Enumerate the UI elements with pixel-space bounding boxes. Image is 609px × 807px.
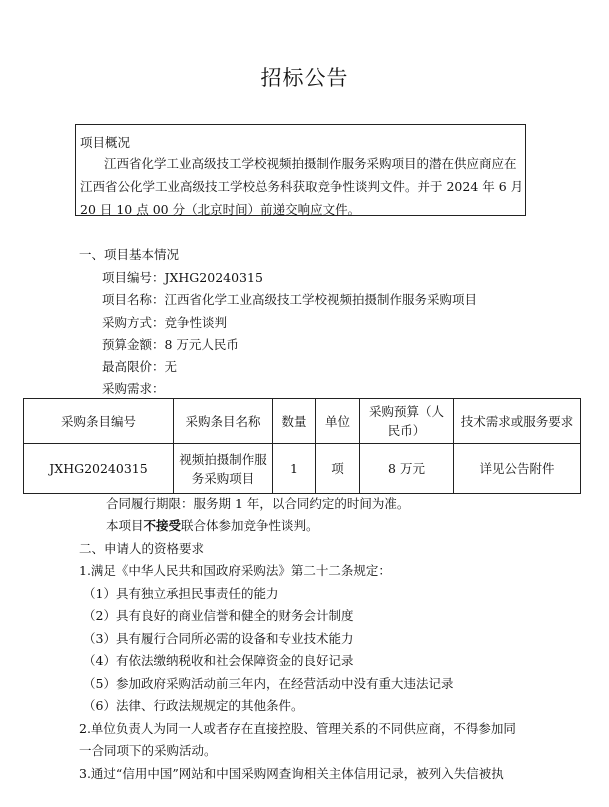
qualification-item: （3）具有履行合同所必需的设备和专业技术能力 — [83, 631, 354, 646]
procurement-method: 采购方式：竞争性谈判 — [102, 315, 228, 330]
price-cap: 最高限价：无 — [102, 359, 178, 374]
qualification-item: （5）参加政府采购活动前三年内，在经营活动中没有重大违法记录 — [83, 676, 454, 691]
overview-line: 江西省化学工业高级技工学校视频拍摄制作服务采购项目的潜在供应商应在 — [104, 156, 517, 171]
qualification-item: 1.满足《中华人民共和国政府采购法》第二十二条规定： — [79, 563, 391, 578]
qualification-item: 一合同项下的采购活动。 — [79, 743, 217, 758]
budget-amount: 预算金额：8 万元人民币 — [102, 337, 239, 352]
table-header-cell: 数量 — [273, 399, 316, 444]
project-name: 项目名称：江西省化学工业高级技工学校视频拍摄制作服务采购项目 — [102, 292, 478, 307]
qualification-item: 2.单位负责人为同一人或者存在直接控股、管理关系的不同供应商，不得参加同 — [79, 721, 516, 736]
section-heading: 一、项目基本情况 — [79, 247, 180, 262]
qualification-item: （2）具有良好的商业信誉和健全的财务会计制度 — [83, 608, 354, 623]
table-cell: 详见公告附件 — [454, 444, 581, 494]
project-number: 项目编号：JXHG20240315 — [102, 270, 263, 285]
table-header-row — [24, 399, 581, 444]
section-heading: 二、申请人的资格要求 — [79, 541, 205, 556]
table-header-cell: 采购条目名称 — [174, 399, 273, 444]
table-cell: JXHG20240315 — [24, 444, 174, 494]
table-cell: 项 — [316, 444, 360, 494]
table-header-cell: 采购预算（人民币） — [360, 399, 454, 444]
consortium-emphasis: 不接受 — [143, 518, 182, 533]
document-title: 招标公告 — [260, 66, 349, 90]
overview-line: 江西省公化学工业高级技工学校总务科获取竞争性谈判文件。并于 2024 年 6 月 — [80, 179, 524, 194]
table-cell: 8 万元 — [360, 444, 454, 494]
table-header-cell: 采购条目编号 — [24, 399, 174, 444]
consortium-note — [106, 518, 319, 534]
table-header-cell: 单位 — [316, 399, 360, 444]
overview-heading: 项目概况 — [80, 135, 131, 150]
consortium-prefix: 本项目 — [106, 518, 144, 533]
qualification-item: （6）法律、行政法规规定的其他条件。 — [83, 698, 304, 713]
table-cell: 视频拍摄制作服务采购项目 — [174, 444, 273, 494]
requirements-label: 采购需求： — [102, 381, 165, 396]
table-header-cell: 技术需求或服务要求 — [454, 399, 581, 444]
qualification-item: （4）有依法缴纳税收和社会保障资金的良好记录 — [83, 653, 354, 668]
overview-line: 20 日 10 点 00 分（北京时间）前递交响应文件。 — [80, 202, 361, 217]
table-cell: 1 — [273, 444, 316, 494]
table-row — [24, 444, 581, 494]
qualification-item: （1）具有独立承担民事责任的能力 — [83, 586, 279, 601]
consortium-suffix: 联合体参加竞争性谈判。 — [181, 518, 319, 533]
qualification-item: 3.通过“信用中国”网站和中国采购网查询相关主体信用记录，被列入失信被执 — [79, 766, 504, 781]
contract-period: 合同履行期限：服务期 1 年，以合同约定的时间为准。 — [106, 496, 410, 511]
procurement-table — [23, 398, 581, 494]
